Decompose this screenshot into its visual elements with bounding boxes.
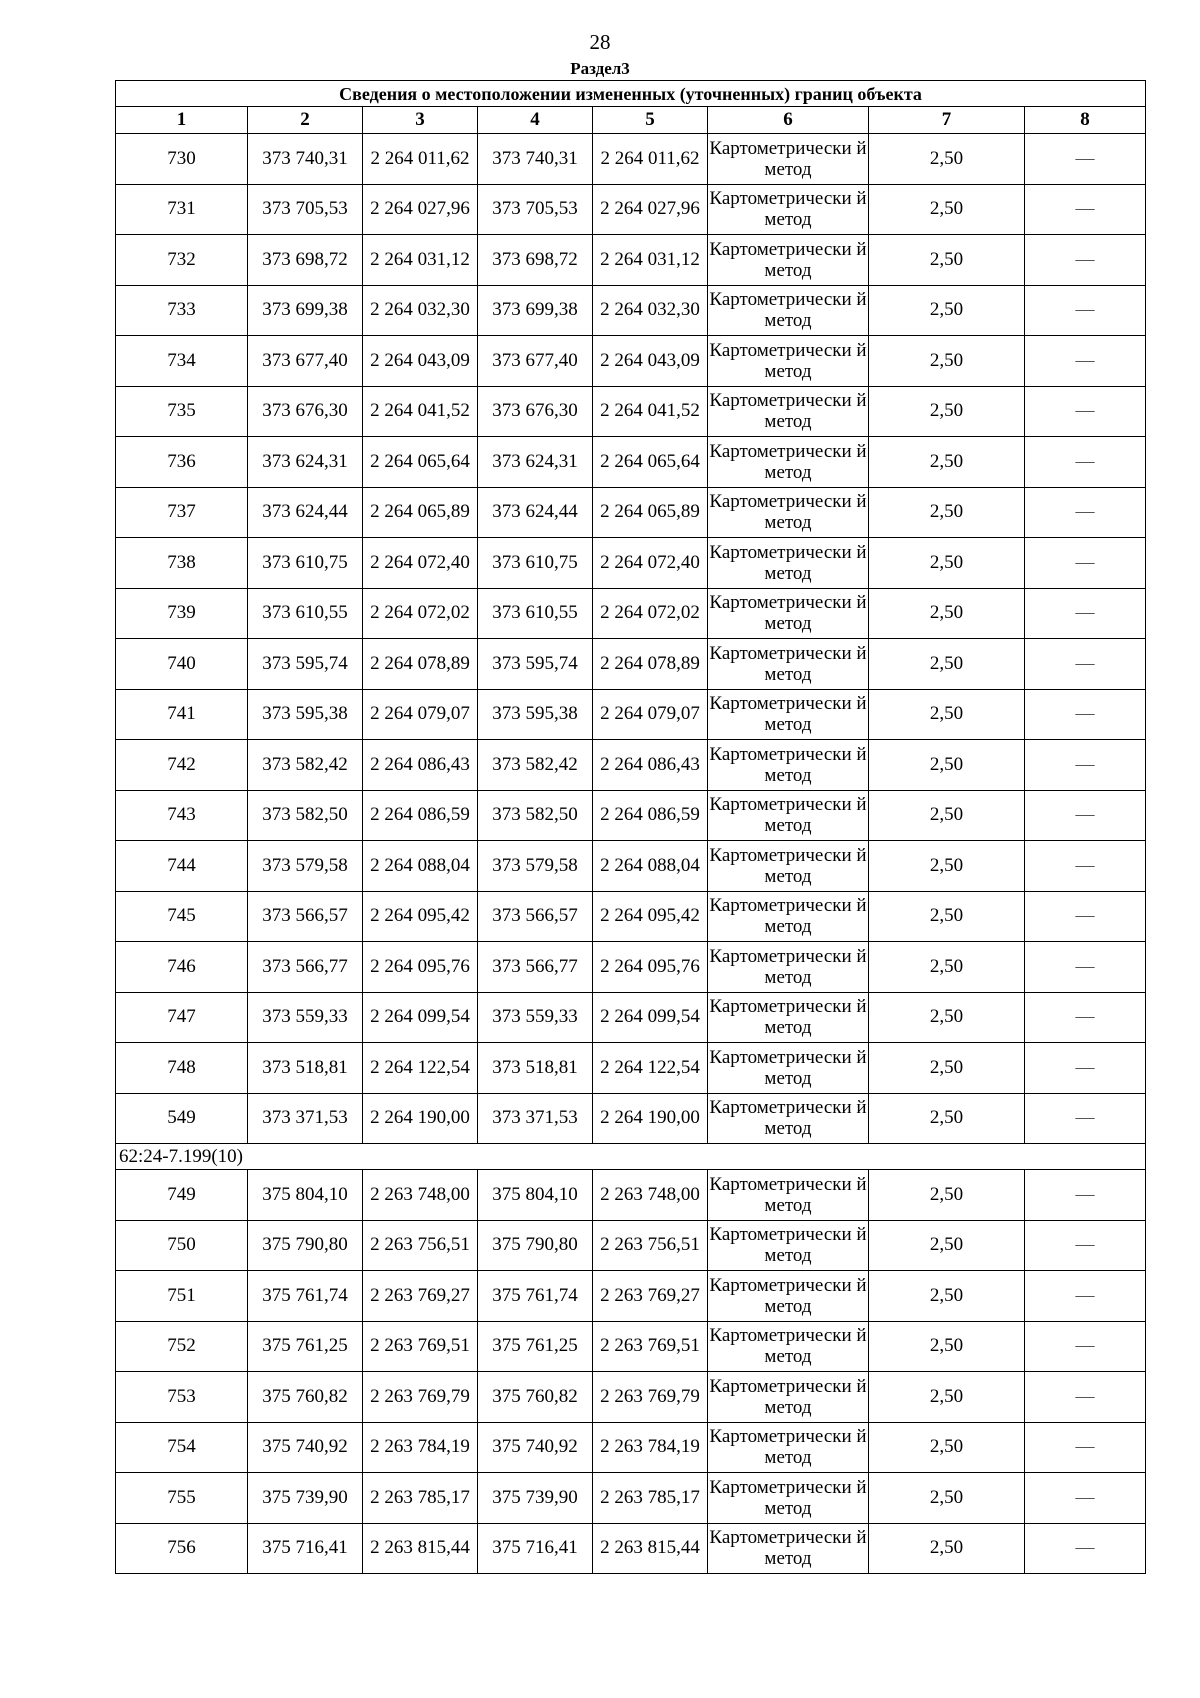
point-number-cell: 756 (116, 1523, 248, 1574)
table-row (116, 942, 1146, 993)
precision-cell: 2,50 (869, 1220, 1025, 1271)
method-cell: Картометрически й метод (708, 1043, 869, 1094)
table-row (116, 1043, 1146, 1094)
table-row (116, 386, 1146, 437)
column-header: 2 (248, 107, 363, 134)
description-cell: — (1025, 487, 1146, 538)
description-cell: — (1025, 437, 1146, 488)
method-cell: Картометрически й метод (708, 538, 869, 589)
precision-cell: 2,50 (869, 639, 1025, 690)
description-cell: — (1025, 1422, 1146, 1473)
precision-cell: 2,50 (869, 1523, 1025, 1574)
y-coordinate-cell: 2 264 190,00 (593, 1093, 708, 1144)
table-row (116, 992, 1146, 1043)
method-cell: Картометрически й метод (708, 134, 869, 185)
method-cell: Картометрически й метод (708, 1372, 869, 1423)
table-row (116, 1523, 1146, 1574)
description-cell: — (1025, 134, 1146, 185)
y-coordinate-cell: 2 264 011,62 (593, 134, 708, 185)
x-coordinate-cell: 373 518,81 (248, 1043, 363, 1094)
description-cell: — (1025, 1372, 1146, 1423)
y-coordinate-cell: 2 264 190,00 (363, 1093, 478, 1144)
precision-cell: 2,50 (869, 891, 1025, 942)
y-coordinate-cell: 2 264 079,07 (593, 689, 708, 740)
precision-cell: 2,50 (869, 487, 1025, 538)
y-coordinate-cell: 2 263 815,44 (363, 1523, 478, 1574)
x-coordinate-cell: 373 624,44 (478, 487, 593, 538)
table-row (116, 1170, 1146, 1221)
x-coordinate-cell: 373 676,30 (478, 386, 593, 437)
method-cell: Картометрически й метод (708, 1271, 869, 1322)
table-row (116, 235, 1146, 286)
y-coordinate-cell: 2 263 748,00 (363, 1170, 478, 1221)
x-coordinate-cell: 375 739,90 (248, 1473, 363, 1524)
point-number-cell: 732 (116, 235, 248, 286)
precision-cell: 2,50 (869, 1372, 1025, 1423)
point-number-cell: 549 (116, 1093, 248, 1144)
x-coordinate-cell: 373 699,38 (478, 285, 593, 336)
y-coordinate-cell: 2 264 065,89 (593, 487, 708, 538)
x-coordinate-cell: 375 761,74 (248, 1271, 363, 1322)
method-cell: Картометрически й метод (708, 841, 869, 892)
precision-cell: 2,50 (869, 437, 1025, 488)
method-cell: Картометрически й метод (708, 942, 869, 993)
x-coordinate-cell: 373 699,38 (248, 285, 363, 336)
precision-cell: 2,50 (869, 1271, 1025, 1322)
method-cell: Картометрически й метод (708, 235, 869, 286)
method-cell: Картометрически й метод (708, 437, 869, 488)
y-coordinate-cell: 2 264 065,64 (363, 437, 478, 488)
table-row (116, 1093, 1146, 1144)
x-coordinate-cell: 373 582,50 (248, 790, 363, 841)
y-coordinate-cell: 2 264 086,59 (363, 790, 478, 841)
table-caption: Сведения о местоположении измененных (уточненных) границ объекта (116, 81, 1146, 107)
y-coordinate-cell: 2 263 769,79 (363, 1372, 478, 1423)
x-coordinate-cell: 373 624,31 (248, 437, 363, 488)
precision-cell: 2,50 (869, 336, 1025, 387)
description-cell: — (1025, 184, 1146, 235)
x-coordinate-cell: 375 761,74 (478, 1271, 593, 1322)
description-cell: — (1025, 1093, 1146, 1144)
precision-cell: 2,50 (869, 386, 1025, 437)
coordinates-table (115, 80, 1146, 1574)
x-coordinate-cell: 373 705,53 (478, 184, 593, 235)
y-coordinate-cell: 2 264 095,76 (363, 942, 478, 993)
description-cell: — (1025, 538, 1146, 589)
x-coordinate-cell: 373 559,33 (478, 992, 593, 1043)
x-coordinate-cell: 375 716,41 (478, 1523, 593, 1574)
description-cell: — (1025, 1473, 1146, 1524)
y-coordinate-cell: 2 263 748,00 (593, 1170, 708, 1221)
method-cell: Картометрически й метод (708, 1321, 869, 1372)
point-number-cell: 737 (116, 487, 248, 538)
y-coordinate-cell: 2 263 769,27 (363, 1271, 478, 1322)
table-row (116, 1372, 1146, 1423)
description-cell: — (1025, 1043, 1146, 1094)
x-coordinate-cell: 375 761,25 (478, 1321, 593, 1372)
description-cell: — (1025, 942, 1146, 993)
x-coordinate-cell: 373 595,38 (478, 689, 593, 740)
table-row (116, 437, 1146, 488)
precision-cell: 2,50 (869, 689, 1025, 740)
column-header: 4 (478, 107, 593, 134)
column-header: 8 (1025, 107, 1146, 134)
column-header: 5 (593, 107, 708, 134)
precision-cell: 2,50 (869, 992, 1025, 1043)
description-cell: — (1025, 689, 1146, 740)
page-number: 28 (589, 30, 611, 54)
y-coordinate-cell: 2 263 769,27 (593, 1271, 708, 1322)
x-coordinate-cell: 373 677,40 (478, 336, 593, 387)
y-coordinate-cell: 2 264 088,04 (363, 841, 478, 892)
y-coordinate-cell: 2 264 122,54 (593, 1043, 708, 1094)
description-cell: — (1025, 235, 1146, 286)
method-cell: Картометрически й метод (708, 1093, 869, 1144)
y-coordinate-cell: 2 264 099,54 (593, 992, 708, 1043)
precision-cell: 2,50 (869, 588, 1025, 639)
y-coordinate-cell: 2 264 095,42 (363, 891, 478, 942)
table-row (116, 689, 1146, 740)
description-cell: — (1025, 588, 1146, 639)
x-coordinate-cell: 373 698,72 (248, 235, 363, 286)
point-number-cell: 734 (116, 336, 248, 387)
method-cell: Картометрически й метод (708, 386, 869, 437)
description-cell: — (1025, 740, 1146, 791)
description-cell: — (1025, 386, 1146, 437)
x-coordinate-cell: 375 790,80 (478, 1220, 593, 1271)
table-row (116, 336, 1146, 387)
x-coordinate-cell: 373 676,30 (248, 386, 363, 437)
parcel-group-label: 62:24-7.199(10) (116, 1144, 1146, 1170)
description-cell: — (1025, 336, 1146, 387)
x-coordinate-cell: 373 559,33 (248, 992, 363, 1043)
point-number-cell: 731 (116, 184, 248, 235)
x-coordinate-cell: 375 739,90 (478, 1473, 593, 1524)
section-label: Раздел3 (570, 59, 630, 78)
method-cell: Картометрически й метод (708, 336, 869, 387)
precision-cell: 2,50 (869, 1170, 1025, 1221)
y-coordinate-cell: 2 264 072,02 (363, 588, 478, 639)
x-coordinate-cell: 373 566,77 (478, 942, 593, 993)
description-cell: — (1025, 639, 1146, 690)
precision-cell: 2,50 (869, 134, 1025, 185)
y-coordinate-cell: 2 263 784,19 (363, 1422, 478, 1473)
table-row (116, 487, 1146, 538)
x-coordinate-cell: 373 624,44 (248, 487, 363, 538)
y-coordinate-cell: 2 264 086,43 (363, 740, 478, 791)
description-cell: — (1025, 992, 1146, 1043)
x-coordinate-cell: 373 705,53 (248, 184, 363, 235)
precision-cell: 2,50 (869, 740, 1025, 791)
method-cell: Картометрически й метод (708, 487, 869, 538)
point-number-cell: 747 (116, 992, 248, 1043)
description-cell: — (1025, 285, 1146, 336)
table-body (116, 134, 1146, 1574)
x-coordinate-cell: 373 582,50 (478, 790, 593, 841)
point-number-cell: 752 (116, 1321, 248, 1372)
x-coordinate-cell: 373 740,31 (248, 134, 363, 185)
method-cell: Картометрически й метод (708, 184, 869, 235)
precision-cell: 2,50 (869, 1043, 1025, 1094)
x-coordinate-cell: 373 677,40 (248, 336, 363, 387)
y-coordinate-cell: 2 264 086,43 (593, 740, 708, 791)
x-coordinate-cell: 375 790,80 (248, 1220, 363, 1271)
y-coordinate-cell: 2 264 032,30 (593, 285, 708, 336)
y-coordinate-cell: 2 264 072,40 (363, 538, 478, 589)
y-coordinate-cell: 2 264 095,76 (593, 942, 708, 993)
table-row (116, 891, 1146, 942)
y-coordinate-cell: 2 264 065,89 (363, 487, 478, 538)
y-coordinate-cell: 2 263 815,44 (593, 1523, 708, 1574)
column-header: 7 (869, 107, 1025, 134)
point-number-cell: 742 (116, 740, 248, 791)
point-number-cell: 739 (116, 588, 248, 639)
precision-cell: 2,50 (869, 285, 1025, 336)
y-coordinate-cell: 2 264 086,59 (593, 790, 708, 841)
precision-cell: 2,50 (869, 1422, 1025, 1473)
parcel-group-row (116, 1144, 1146, 1170)
point-number-cell: 736 (116, 437, 248, 488)
x-coordinate-cell: 373 624,31 (478, 437, 593, 488)
x-coordinate-cell: 373 518,81 (478, 1043, 593, 1094)
table-row (116, 841, 1146, 892)
precision-cell: 2,50 (869, 235, 1025, 286)
table-row (116, 184, 1146, 235)
y-coordinate-cell: 2 263 769,79 (593, 1372, 708, 1423)
table-row (116, 1422, 1146, 1473)
y-coordinate-cell: 2 264 095,42 (593, 891, 708, 942)
y-coordinate-cell: 2 264 032,30 (363, 285, 478, 336)
point-number-cell: 741 (116, 689, 248, 740)
x-coordinate-cell: 373 610,75 (478, 538, 593, 589)
precision-cell: 2,50 (869, 1093, 1025, 1144)
y-coordinate-cell: 2 264 041,52 (593, 386, 708, 437)
description-cell: — (1025, 1170, 1146, 1221)
y-coordinate-cell: 2 264 031,12 (593, 235, 708, 286)
y-coordinate-cell: 2 264 031,12 (363, 235, 478, 286)
y-coordinate-cell: 2 264 027,96 (363, 184, 478, 235)
precision-cell: 2,50 (869, 841, 1025, 892)
point-number-cell: 733 (116, 285, 248, 336)
point-number-cell: 750 (116, 1220, 248, 1271)
description-cell: — (1025, 1271, 1146, 1322)
x-coordinate-cell: 373 566,57 (248, 891, 363, 942)
table-row (116, 134, 1146, 185)
method-cell: Картометрически й метод (708, 1523, 869, 1574)
method-cell: Картометрически й метод (708, 891, 869, 942)
x-coordinate-cell: 373 371,53 (248, 1093, 363, 1144)
method-cell: Картометрически й метод (708, 689, 869, 740)
point-number-cell: 738 (116, 538, 248, 589)
description-cell: — (1025, 1220, 1146, 1271)
table-row (116, 1220, 1146, 1271)
x-coordinate-cell: 373 371,53 (478, 1093, 593, 1144)
x-coordinate-cell: 373 610,55 (478, 588, 593, 639)
table-row (116, 285, 1146, 336)
x-coordinate-cell: 375 804,10 (478, 1170, 593, 1221)
y-coordinate-cell: 2 264 072,40 (593, 538, 708, 589)
y-coordinate-cell: 2 264 043,09 (363, 336, 478, 387)
description-cell: — (1025, 790, 1146, 841)
point-number-cell: 753 (116, 1372, 248, 1423)
x-coordinate-cell: 373 579,58 (248, 841, 363, 892)
column-header: 1 (116, 107, 248, 134)
point-number-cell: 755 (116, 1473, 248, 1524)
y-coordinate-cell: 2 263 785,17 (363, 1473, 478, 1524)
precision-cell: 2,50 (869, 538, 1025, 589)
y-coordinate-cell: 2 263 785,17 (593, 1473, 708, 1524)
x-coordinate-cell: 373 740,31 (478, 134, 593, 185)
table-row (116, 1321, 1146, 1372)
point-number-cell: 751 (116, 1271, 248, 1322)
precision-cell: 2,50 (869, 1321, 1025, 1372)
point-number-cell: 746 (116, 942, 248, 993)
y-coordinate-cell: 2 263 756,51 (363, 1220, 478, 1271)
x-coordinate-cell: 375 761,25 (248, 1321, 363, 1372)
table-row (116, 740, 1146, 791)
precision-cell: 2,50 (869, 1473, 1025, 1524)
x-coordinate-cell: 373 595,38 (248, 689, 363, 740)
point-number-cell: 745 (116, 891, 248, 942)
x-coordinate-cell: 373 698,72 (478, 235, 593, 286)
x-coordinate-cell: 375 760,82 (478, 1372, 593, 1423)
x-coordinate-cell: 373 579,58 (478, 841, 593, 892)
y-coordinate-cell: 2 263 756,51 (593, 1220, 708, 1271)
y-coordinate-cell: 2 264 072,02 (593, 588, 708, 639)
y-coordinate-cell: 2 264 065,64 (593, 437, 708, 488)
point-number-cell: 735 (116, 386, 248, 437)
x-coordinate-cell: 373 595,74 (248, 639, 363, 690)
x-coordinate-cell: 373 610,75 (248, 538, 363, 589)
table-row (116, 639, 1146, 690)
point-number-cell: 743 (116, 790, 248, 841)
x-coordinate-cell: 375 740,92 (248, 1422, 363, 1473)
y-coordinate-cell: 2 264 078,89 (363, 639, 478, 690)
y-coordinate-cell: 2 264 088,04 (593, 841, 708, 892)
description-cell: — (1025, 841, 1146, 892)
table-row (116, 1473, 1146, 1524)
x-coordinate-cell: 373 582,42 (248, 740, 363, 791)
table-row (116, 538, 1146, 589)
description-cell: — (1025, 1321, 1146, 1372)
point-number-cell: 748 (116, 1043, 248, 1094)
method-cell: Картометрически й метод (708, 740, 869, 791)
precision-cell: 2,50 (869, 942, 1025, 993)
y-coordinate-cell: 2 264 078,89 (593, 639, 708, 690)
x-coordinate-cell: 375 716,41 (248, 1523, 363, 1574)
y-coordinate-cell: 2 263 769,51 (593, 1321, 708, 1372)
y-coordinate-cell: 2 264 099,54 (363, 992, 478, 1043)
y-coordinate-cell: 2 264 041,52 (363, 386, 478, 437)
description-cell: — (1025, 891, 1146, 942)
x-coordinate-cell: 373 595,74 (478, 639, 593, 690)
precision-cell: 2,50 (869, 790, 1025, 841)
description-cell: — (1025, 1523, 1146, 1574)
point-number-cell: 754 (116, 1422, 248, 1473)
column-header: 3 (363, 107, 478, 134)
point-number-cell: 740 (116, 639, 248, 690)
precision-cell: 2,50 (869, 184, 1025, 235)
method-cell: Картометрически й метод (708, 285, 869, 336)
x-coordinate-cell: 373 566,77 (248, 942, 363, 993)
table-row (116, 588, 1146, 639)
point-number-cell: 730 (116, 134, 248, 185)
method-cell: Картометрически й метод (708, 588, 869, 639)
x-coordinate-cell: 373 566,57 (478, 891, 593, 942)
point-number-cell: 749 (116, 1170, 248, 1221)
y-coordinate-cell: 2 264 122,54 (363, 1043, 478, 1094)
method-cell: Картометрически й метод (708, 1170, 869, 1221)
x-coordinate-cell: 375 804,10 (248, 1170, 363, 1221)
y-coordinate-cell: 2 263 784,19 (593, 1422, 708, 1473)
column-header-row (116, 107, 1146, 134)
x-coordinate-cell: 373 582,42 (478, 740, 593, 791)
y-coordinate-cell: 2 264 027,96 (593, 184, 708, 235)
method-cell: Картометрически й метод (708, 1422, 869, 1473)
column-header: 6 (708, 107, 869, 134)
y-coordinate-cell: 2 264 011,62 (363, 134, 478, 185)
x-coordinate-cell: 373 610,55 (248, 588, 363, 639)
y-coordinate-cell: 2 264 079,07 (363, 689, 478, 740)
x-coordinate-cell: 375 740,92 (478, 1422, 593, 1473)
method-cell: Картометрически й метод (708, 992, 869, 1043)
method-cell: Картометрически й метод (708, 1220, 869, 1271)
table-row (116, 790, 1146, 841)
x-coordinate-cell: 375 760,82 (248, 1372, 363, 1423)
y-coordinate-cell: 2 263 769,51 (363, 1321, 478, 1372)
method-cell: Картометрически й метод (708, 639, 869, 690)
method-cell: Картометрически й метод (708, 1473, 869, 1524)
y-coordinate-cell: 2 264 043,09 (593, 336, 708, 387)
point-number-cell: 744 (116, 841, 248, 892)
table-row (116, 1271, 1146, 1322)
method-cell: Картометрически й метод (708, 790, 869, 841)
